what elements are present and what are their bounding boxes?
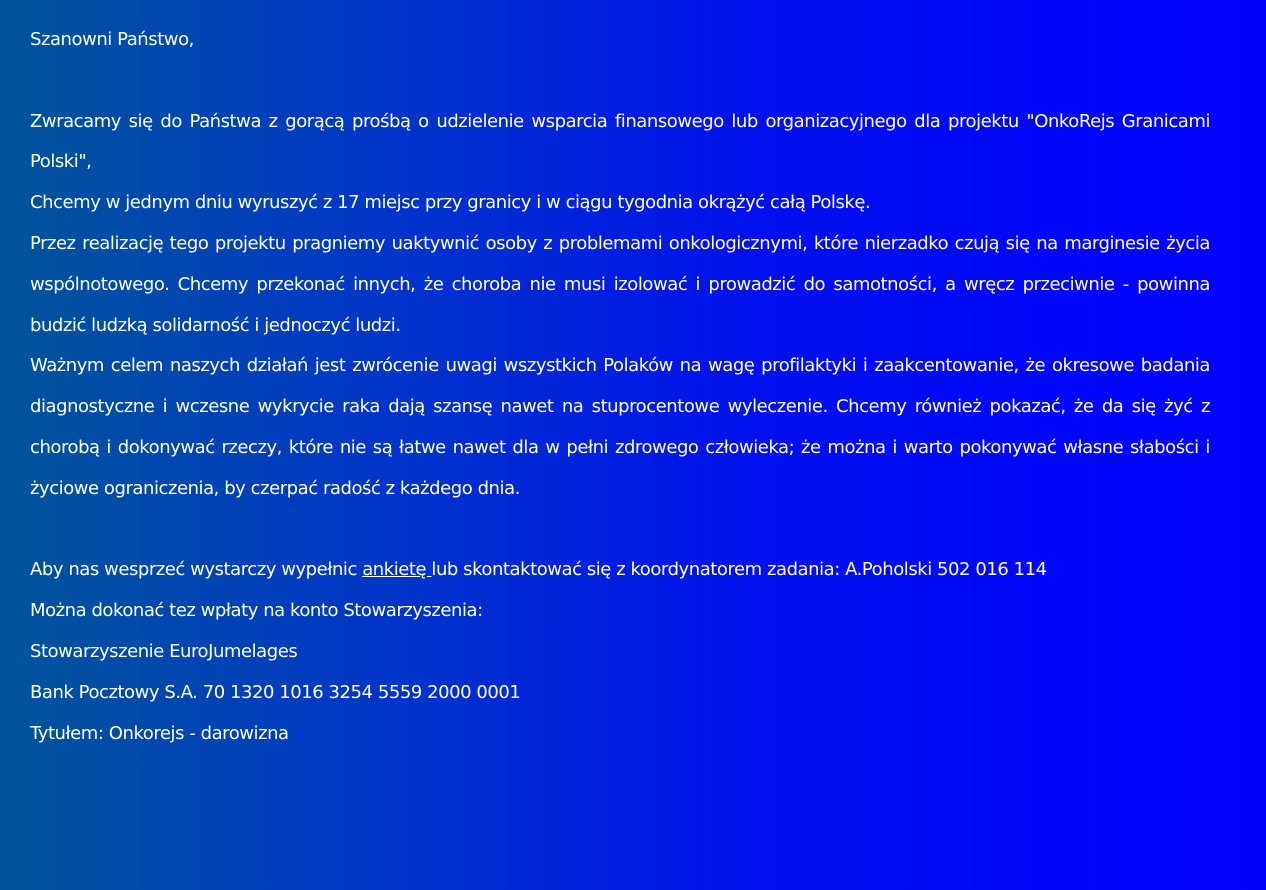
letter-body <box>30 20 1210 754</box>
support-suffix: lub skontaktować się z koordynatorem zadania: A.Poholski 502 016 114 <box>431 559 1047 581</box>
transfer-title: Tytułem: Onkorejs - darowizna <box>30 722 289 744</box>
request-paragraph: Zwracamy się do Państwa z gorącą prośbą o udzielenie wsparcia finansowego lub organizacyjnego dla projektu "OnkoRejs Granicami Polski", <box>30 110 1210 173</box>
association-name: Stowarzyszenie EuroJumelages <box>30 640 298 662</box>
greeting: Szanowni Państwo, <box>30 29 194 50</box>
goal-paragraph: Chcemy w jednym dniu wyruszyć z 17 miejsc przy granicy i w ciągu tygodnia okrążyć całą Polskę. <box>30 192 871 214</box>
bank-account: Bank Pocztowy S.A. 70 1320 1016 3254 5559 2000 0001 <box>30 681 521 703</box>
spacer <box>30 510 1210 551</box>
support-prefix: Aby nas wesprzeć wystarczy wypełnic <box>30 559 363 581</box>
purpose-paragraph: Przez realizację tego projektu pragniemy uaktywnić osoby z problemami onkologicznymi, które nierzadko czują się na marginesie życia wspólnotowego. Chcemy przekonać innych, że choroba nie musi izolować i prowadzić do samotności, a wręcz przeciwnie - powinna budzić ludzką solidarność i jednoczyć ludzi. <box>30 232 1210 336</box>
support-paragraph <box>30 550 1210 591</box>
survey-link[interactable]: ankietę <box>362 559 432 581</box>
aim-paragraph: Ważnym celem naszych działań jest zwrócenie uwagi wszystkich Polaków na wagę profilaktyki i zaakcentowanie, że okresowe badania diagnostyczne i wczesne wykrycie raka dają szansę nawet na stuprocentowe wyleczenie. Chcemy również pokazać, że da się żyć z chorobą i dokonywać rzeczy, które nie są łatwe nawet dla w pełni zdrowego człowieka; że można i warto pokonywać własne słabości i życiowe ograniczenia, by czerpać radość z każdego dnia. <box>30 355 1210 499</box>
transfer-intro: Można dokonać tez wpłaty na konto Stowarzyszenia: <box>30 600 483 622</box>
spacer <box>30 61 1210 102</box>
